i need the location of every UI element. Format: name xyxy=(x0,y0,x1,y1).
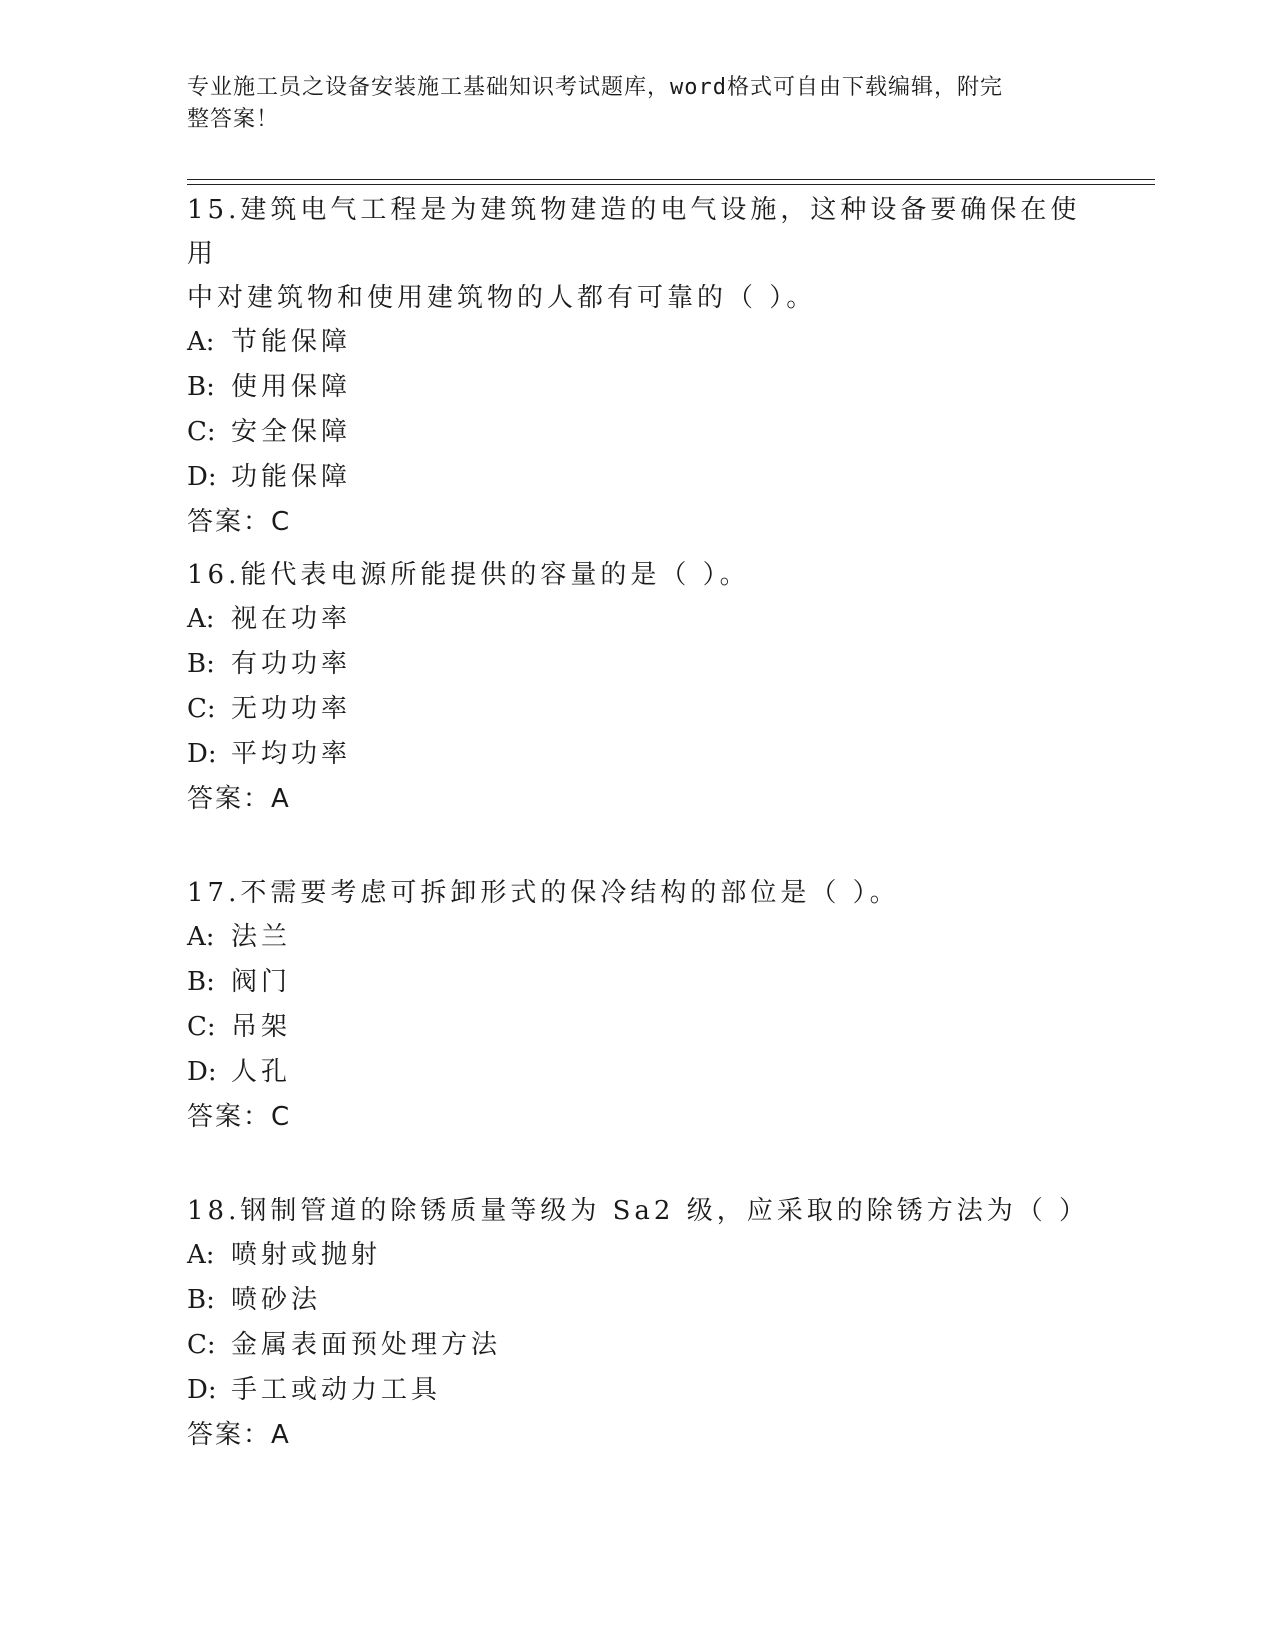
intro-line-2: 整答案！ xyxy=(187,107,280,132)
option-b xyxy=(187,642,1087,687)
option-text: 喷射或抛射 xyxy=(231,1240,382,1270)
question-stem: 15.建筑电气工程是为建筑物建造的电气设施，这种设备要确保在使用 xyxy=(187,195,1081,269)
option-key: B: xyxy=(187,967,215,997)
option-key: C: xyxy=(187,1012,216,1042)
option-text: 喷砂法 xyxy=(231,1285,322,1315)
option-b xyxy=(187,960,1087,1005)
option-d xyxy=(187,732,1087,777)
question-15 xyxy=(187,188,1087,545)
option-key: D: xyxy=(187,1375,217,1405)
option-a xyxy=(187,597,1087,642)
option-c xyxy=(187,1005,1087,1050)
question-stem: 18.钢制管道的除锈质量等级为 Sa2 级，应采取的除锈方法为（ ） xyxy=(187,1196,1089,1226)
question-16 xyxy=(187,553,1087,822)
header-divider-bottom xyxy=(187,184,1155,185)
option-key: C: xyxy=(187,417,216,447)
intro-line-1: 专业施工员之设备安装施工基础知识考试题库，word格式可自由下载编辑，附完 xyxy=(187,75,1003,100)
option-key: A: xyxy=(187,604,215,634)
option-text: 功能保障 xyxy=(231,462,352,492)
question-17 xyxy=(187,871,1087,1140)
option-key: B: xyxy=(187,372,215,402)
option-text: 吊架 xyxy=(231,1012,292,1042)
question-stem-continued: 中对建筑物和使用建筑物的人都有可靠的（ ）。 xyxy=(187,283,817,313)
answer-line: 答案：C xyxy=(187,1102,292,1132)
option-key: A: xyxy=(187,922,215,952)
answer-line: 答案：C xyxy=(187,507,292,537)
option-key: D: xyxy=(187,739,217,769)
answer-line: 答案：A xyxy=(187,1420,291,1450)
option-key: A: xyxy=(187,1240,215,1270)
option-text: 使用保障 xyxy=(231,372,352,402)
option-text: 平均功率 xyxy=(231,739,352,769)
option-key: D: xyxy=(187,462,217,492)
option-text: 视在功率 xyxy=(231,604,352,634)
option-text: 安全保障 xyxy=(231,417,352,447)
option-key: B: xyxy=(187,649,215,679)
option-text: 手工或动力工具 xyxy=(231,1375,442,1405)
option-text: 阀门 xyxy=(231,967,292,997)
option-d xyxy=(187,1050,1087,1095)
option-text: 有功功率 xyxy=(231,649,352,679)
question-stem: 17.不需要考虑可拆卸形式的保冷结构的部位是（ ）。 xyxy=(187,878,900,908)
option-text: 法兰 xyxy=(231,922,292,952)
question-stem: 16.能代表电源所能提供的容量的是（ ）。 xyxy=(187,560,750,590)
option-key: B: xyxy=(187,1285,215,1315)
option-text: 人孔 xyxy=(231,1057,292,1087)
option-key: C: xyxy=(187,1330,216,1360)
option-a xyxy=(187,915,1087,960)
option-d xyxy=(187,455,1087,500)
option-text: 节能保障 xyxy=(231,327,352,357)
question-18 xyxy=(187,1189,1087,1458)
option-a xyxy=(187,320,1087,365)
document-intro xyxy=(187,72,1067,136)
option-c xyxy=(187,687,1087,732)
option-a xyxy=(187,1233,1087,1278)
answer-line: 答案：A xyxy=(187,784,291,814)
option-key: A: xyxy=(187,327,215,357)
option-key: C: xyxy=(187,694,216,724)
option-text: 金属表面预处理方法 xyxy=(231,1330,502,1360)
option-c xyxy=(187,1323,1087,1368)
option-b xyxy=(187,1278,1087,1323)
option-text: 无功功率 xyxy=(231,694,352,724)
option-d xyxy=(187,1368,1087,1413)
option-c xyxy=(187,410,1087,455)
option-b xyxy=(187,365,1087,410)
header-divider-top xyxy=(187,179,1155,180)
option-key: D: xyxy=(187,1057,217,1087)
